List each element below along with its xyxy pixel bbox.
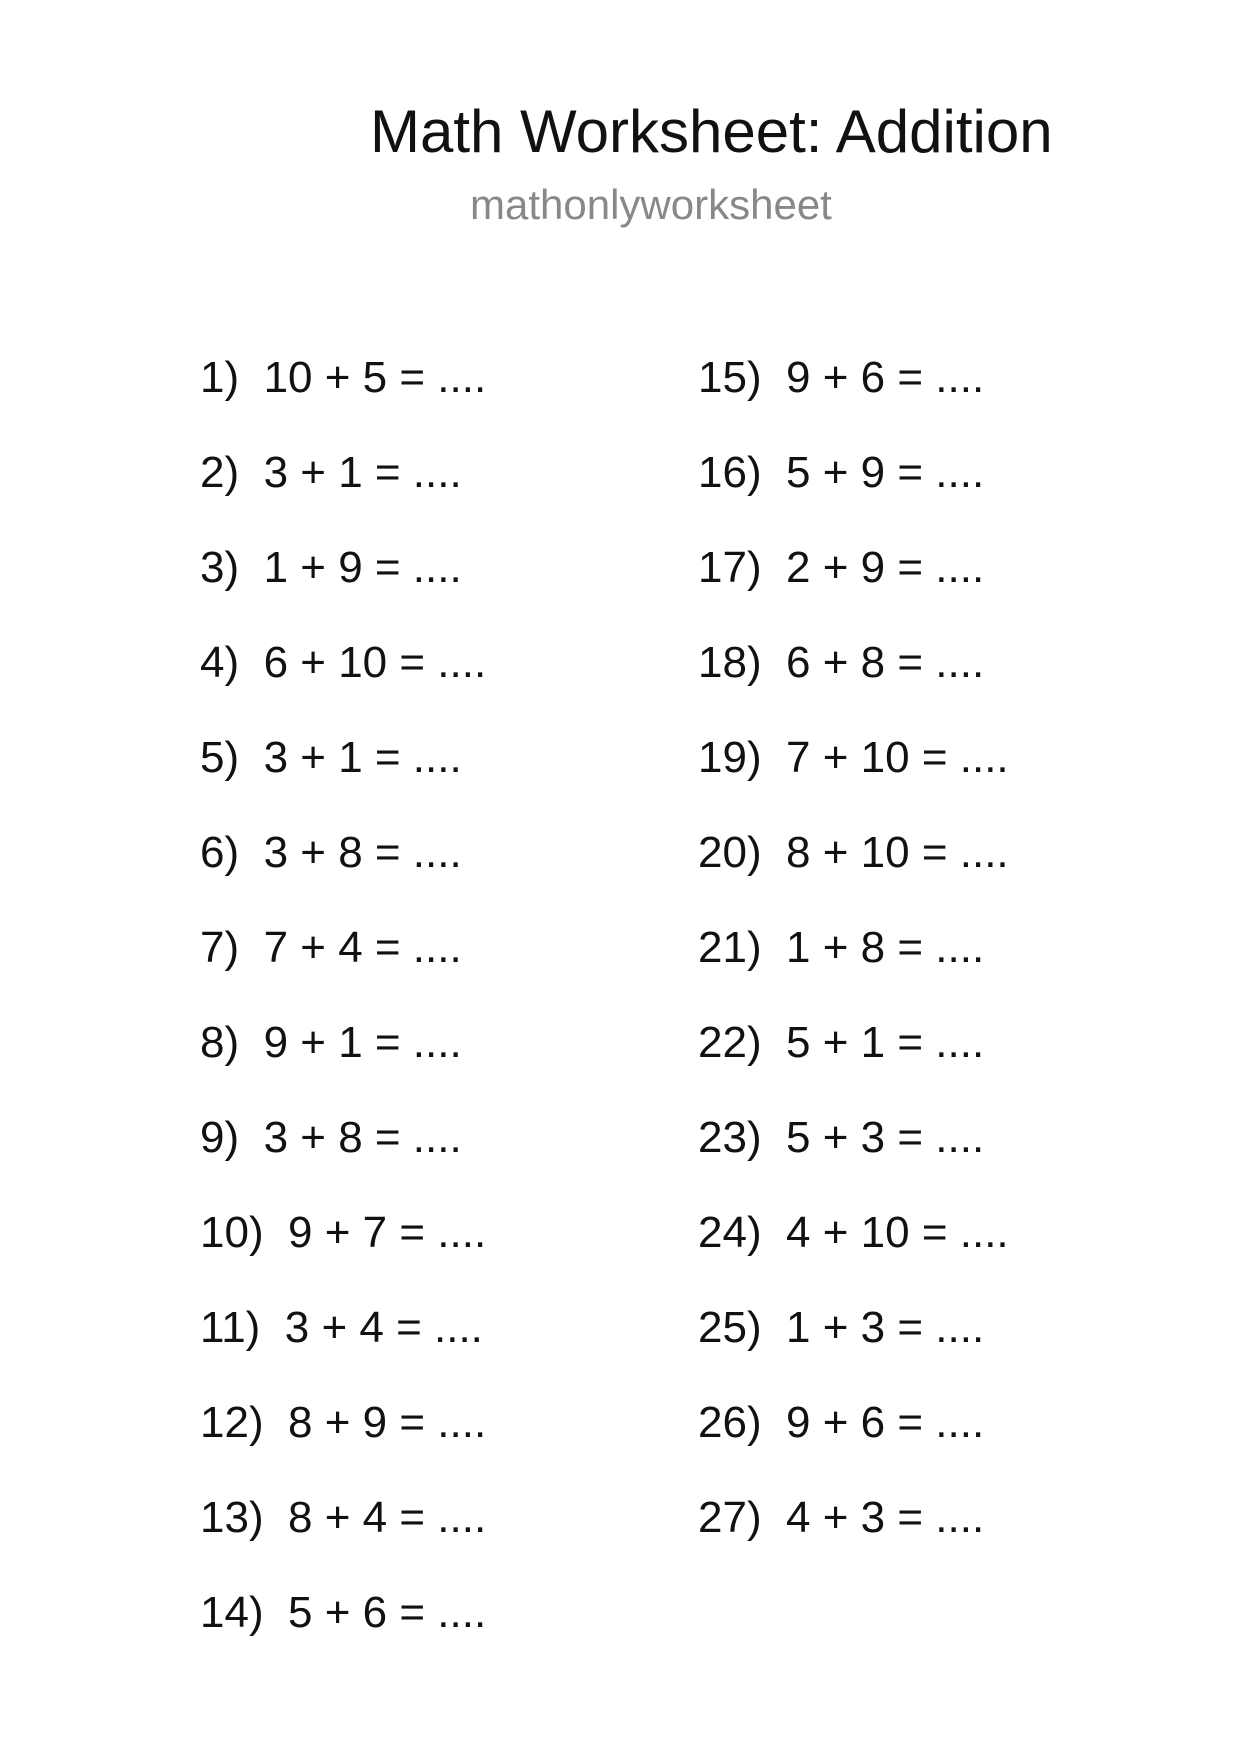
problem-item: 20) 8 + 10 = ....: [698, 828, 1009, 877]
problem-item: 22) 5 + 1 = ....: [698, 1018, 985, 1067]
problem-item: 12) 8 + 9 = ....: [200, 1398, 487, 1447]
problem-item: 21) 1 + 8 = ....: [698, 923, 985, 972]
problem-item: 6) 3 + 8 = ....: [200, 828, 462, 877]
problem-item: 25) 1 + 3 = ....: [698, 1303, 985, 1352]
problem-item: 9) 3 + 8 = ....: [200, 1113, 462, 1162]
problem-item: 18) 6 + 8 = ....: [698, 638, 985, 687]
problem-item: 1) 10 + 5 = ....: [200, 353, 487, 402]
problem-column-right: [698, 348, 1009, 1583]
problem-item: 16) 5 + 9 = ....: [698, 448, 985, 497]
problem-item: 4) 6 + 10 = ....: [200, 638, 487, 687]
problem-item: 8) 9 + 1 = ....: [200, 1018, 462, 1067]
problem-item: 23) 5 + 3 = ....: [698, 1113, 985, 1162]
problem-item: 19) 7 + 10 = ....: [698, 733, 1009, 782]
problem-item: 27) 4 + 3 = ....: [698, 1493, 985, 1542]
problem-item: 3) 1 + 9 = ....: [200, 543, 462, 592]
problem-item: 24) 4 + 10 = ....: [698, 1208, 1009, 1257]
problem-item: 13) 8 + 4 = ....: [200, 1493, 487, 1542]
problem-item: 11) 3 + 4 = ....: [200, 1303, 483, 1352]
page-title: Math Worksheet: Addition: [370, 98, 1053, 165]
problem-item: 15) 9 + 6 = ....: [698, 353, 985, 402]
page-subtitle: mathonlyworksheet: [470, 181, 832, 228]
problem-item: 7) 7 + 4 = ....: [200, 923, 462, 972]
problem-item: 10) 9 + 7 = ....: [200, 1208, 487, 1257]
problem-item: 26) 9 + 6 = ....: [698, 1398, 985, 1447]
problem-item: 17) 2 + 9 = ....: [698, 543, 985, 592]
problem-item: 5) 3 + 1 = ....: [200, 733, 462, 782]
problem-column-left: [200, 348, 486, 1678]
problem-item: 14) 5 + 6 = ....: [200, 1588, 487, 1637]
problem-item: 2) 3 + 1 = ....: [200, 448, 462, 497]
